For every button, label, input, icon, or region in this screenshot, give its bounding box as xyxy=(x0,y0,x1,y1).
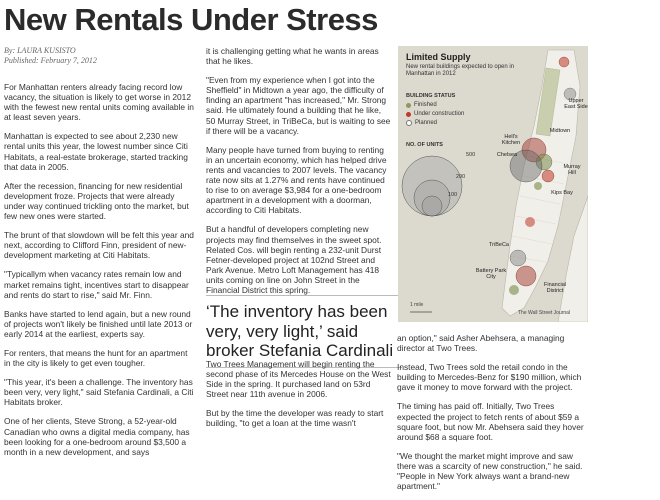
legend-label: Finished xyxy=(414,102,437,108)
scale-label: 1 mile xyxy=(410,302,424,308)
units-size-legend xyxy=(402,156,462,216)
paragraph: But a handful of developers completing new projects may find themselves in the sweet spot. Related Cos. will begin renting a 232-unit Durst Fetner-developed project at 102nd Street and Park Avenue. Metro Loft Management has 418 units coming on line on John Street in the Financial District this spring. xyxy=(206,224,382,295)
paragraph: But by the time the developer was ready to start building, "to get a loan at the time wasn't xyxy=(206,408,384,429)
building-under-construction xyxy=(559,57,569,67)
planned-dot-icon xyxy=(406,120,412,126)
neighborhood-label: Upper East Side xyxy=(564,98,588,110)
rental-map-graphic xyxy=(398,46,588,322)
paragraph: For Manhattan renters already facing record low vacancy, the situation is likely to get worse in 2012 with the fewest new rental units coming available in at least seven years. xyxy=(4,82,194,123)
paragraph: The timing has paid off. Initially, Two Trees expected the project to fetch rents of about $59 a square foot, but now Mr. Abehsera said they hover around $68 a square foot. xyxy=(397,401,584,442)
neighborhood-label: TriBeCa xyxy=(489,242,509,248)
neighborhood-label: Chelsea xyxy=(496,152,518,158)
paragraph: it is challenging getting what he wants in areas that he likes. xyxy=(206,46,379,67)
map-credit: The Wall Street Journal xyxy=(518,310,571,316)
paragraph: One of her clients, Steve Strong, a 52-year-old Canadian who owns a digital media company, has been looking for a one-bedroom around $3,500 a month in a new development, and says xyxy=(4,416,190,457)
map-subtitle: New rental buildings expected to open in Manhattan in 2012 xyxy=(406,64,515,77)
building-under-construction xyxy=(516,266,536,286)
neighborhood-label: Battery Park City xyxy=(475,268,507,280)
byline: By: LAURA KUSISTO xyxy=(4,46,76,55)
units-title: NO. OF UNITS xyxy=(406,142,443,148)
publish-date: Published: February 7, 2012 xyxy=(4,56,97,65)
headline: New Rentals Under Stress xyxy=(4,2,378,37)
paragraph: "This year, it's been a challenge. The inventory has been very, very light," said Stefania Cardinali, a Citi Habitats broker. xyxy=(4,377,194,408)
under-construction-dot-icon xyxy=(406,112,411,117)
paragraph: The brunt of that slowdown will be felt this year and next, according to Clifford Finn, president of new-development marketing at Citi Habitats. xyxy=(4,230,194,261)
units-label: 200 xyxy=(456,174,466,180)
paragraph: "We thought the market might improve and saw there was a scarcity of new construction," he said. "People in New York always want a brand-new apartment." xyxy=(397,450,583,492)
units-label: 100 xyxy=(448,192,458,198)
legend-title: BUILDING STATUS xyxy=(406,93,456,99)
building-finished xyxy=(509,285,519,295)
byline-block xyxy=(4,46,97,66)
paragraph: Banks have started to lend again, but a new round of projects won't likely be finished until late 2013 or early 2014 at the earliest, experts say. xyxy=(4,308,193,339)
paragraph: After the recession, financing for new residential development froze. Projects that were already under way continued trickling onto the market, but few new ones were started. xyxy=(4,180,189,222)
legend-under-construction xyxy=(406,111,464,117)
paragraph: "Typicallym when vacancy rates remain low and market remains tight, incentives start to disappear and rents do start to rise," said Mr. Finn. xyxy=(4,269,189,300)
building-finished xyxy=(534,182,542,190)
article-column-3 xyxy=(397,333,587,500)
article-column-2-continued xyxy=(206,359,392,438)
finished-dot-icon xyxy=(406,103,411,108)
legend-label: Planned xyxy=(415,120,438,126)
legend-planned xyxy=(406,120,437,126)
paragraph: For renters, that means the hunt for an apartment in the city is likely to get even tougher. xyxy=(4,347,188,369)
paragraph: an option," said Asher Abehsera, a managing director at Two Trees. xyxy=(397,333,565,354)
neighborhood-label: Murray Hill xyxy=(563,164,581,176)
neighborhood-label: Financial District xyxy=(543,282,566,294)
paragraph: Instead, Two Trees sold the retail condo in the building to Mercedes-Benz for $190 million, which gave it money to move forward with the project. xyxy=(397,362,582,393)
manhattan-map xyxy=(398,46,588,322)
legend-finished xyxy=(406,102,437,108)
legend-label: Under construction xyxy=(414,111,465,117)
paragraph: Two Trees Management will begin renting the second phase of its Mercedes House on the West Side in the spring. It purchased land on 53rd Street near 11th avenue in 2006. xyxy=(206,359,391,400)
units-label: 500 xyxy=(466,152,476,158)
neighborhood-label: Hell's Kitchen xyxy=(501,134,521,146)
paragraph: "Even from my experience when I got into the Sheffield" in Midtown a year ago, the difficulty of finding an apartment "has increased," Mr. Strong said. He ultimately found a building that he like, 50 Murray Street, in TriBeCa, but is waiting to see if there will be a vacancy. xyxy=(206,75,391,136)
neighborhood-label: Midtown xyxy=(549,128,571,134)
pull-quote: ‘The inventory has been very, very light,’ said broker Stefania Cardinali xyxy=(206,295,402,368)
neighborhood-label: Kips Bay xyxy=(551,190,573,196)
article-column-2 xyxy=(206,46,392,304)
building-planned xyxy=(510,250,526,266)
map-title: Limited Supply xyxy=(406,52,471,62)
building-under-construction xyxy=(525,217,535,227)
paragraph: Manhattan is expected to see about 2,230 new rental units this year, the lowest number since Citi Habitats, a real-estate brokerage, started tracking that data in 2005. xyxy=(4,131,188,172)
east-shore xyxy=(558,196,588,322)
building-under-construction xyxy=(542,170,554,182)
paragraph: Many people have turned from buying to renting in an uncertain economy, which has helped drive rents and vacancies to 2007 levels. The vacancy rate now sits at 1.27% and rents have continued to rise to on average $3,984 for a one-bedroom apartment in a development with a doorman, according to Citi Habitats. xyxy=(206,144,387,216)
article-column-1 xyxy=(4,82,196,466)
